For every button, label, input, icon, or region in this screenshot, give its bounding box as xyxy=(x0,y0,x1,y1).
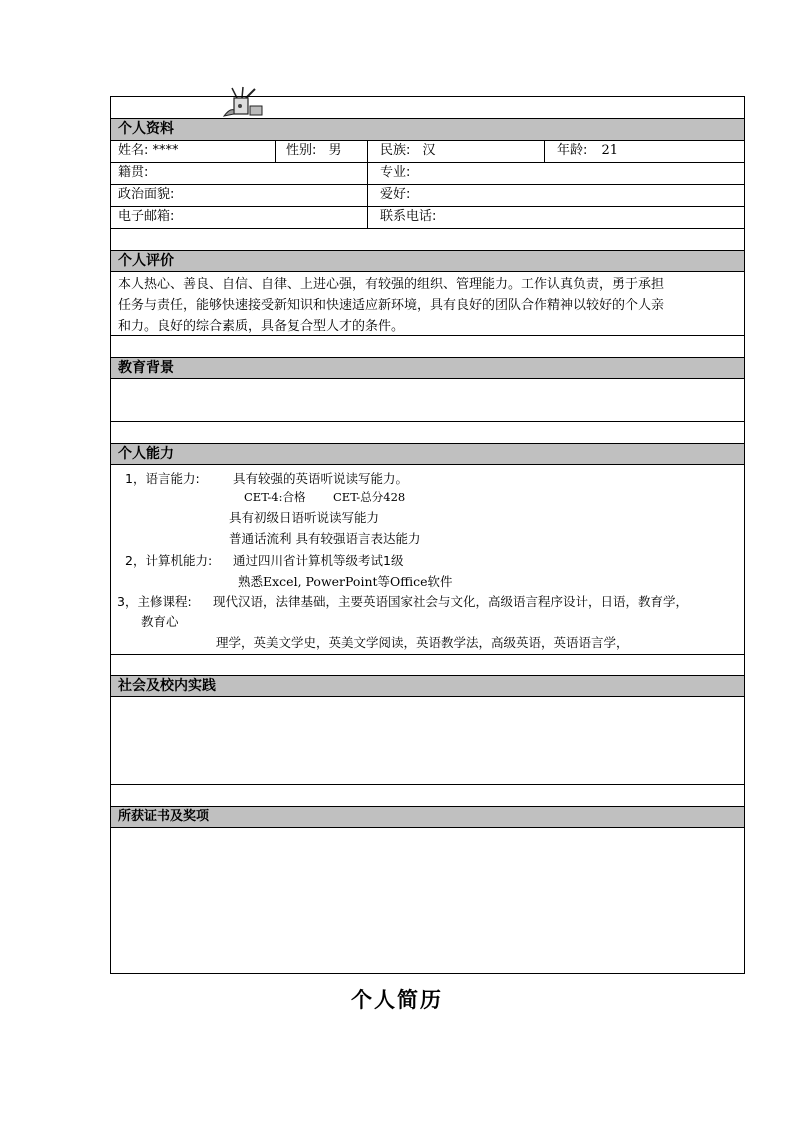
hometown-label: 籍贯: xyxy=(118,165,149,180)
language-ability-label: 1，语言能力: xyxy=(125,471,200,486)
blank-row xyxy=(111,336,744,358)
cet-total-score: CET-总分428 xyxy=(333,490,406,504)
computer-ability-label: 2，计算机能力: xyxy=(125,553,213,568)
name-cell xyxy=(111,141,275,162)
section-header-personal-info: 个人资料 xyxy=(111,119,744,141)
abilities-content xyxy=(111,465,744,655)
info-row-hometown xyxy=(111,163,744,185)
education-content xyxy=(111,379,744,422)
computer-ability-line: 熟悉Excel, PowerPoint等Office软件 xyxy=(238,574,453,589)
courses-line: 现代汉语，法律基础，主要英语国家社会与文化，高级语言程序设计，日语，教育学， xyxy=(213,594,689,609)
courses-line: 教育心 xyxy=(141,614,179,629)
blank-row xyxy=(111,422,744,444)
blank-row xyxy=(111,97,744,119)
section-header-self-evaluation: 个人评价 xyxy=(111,251,744,272)
info-row-contact xyxy=(111,207,744,229)
section-header-certificates: 所获证书及奖项 xyxy=(111,807,744,828)
cet4-result: CET-4:合格 xyxy=(244,490,306,504)
info-row-political xyxy=(111,185,744,207)
language-ability-line: 具有较强的英语听说读写能力。 xyxy=(233,471,409,486)
political-label: 政治面貌: xyxy=(118,187,175,202)
ethnicity-value: 汉 xyxy=(422,143,436,158)
major-label: 专业: xyxy=(367,163,744,184)
blank-row xyxy=(111,785,744,807)
age-cell xyxy=(544,141,744,162)
gender-label: 性别: xyxy=(286,143,317,158)
phone-label: 联系电话: xyxy=(367,207,744,228)
courses-line: 理学，英美文学史，英美文学阅读，英语教学法，高级英语，英语语言学， xyxy=(216,635,629,650)
age-value: 21 xyxy=(601,143,619,158)
ethnicity-cell xyxy=(367,141,544,162)
gender-value: 男 xyxy=(328,143,342,158)
section-header-education: 教育背景 xyxy=(111,358,744,379)
language-ability-line: 具有初级日语听说读写能力 xyxy=(229,510,380,525)
resume-table xyxy=(110,96,745,974)
gender-cell xyxy=(275,141,367,162)
evaluation-line: 和力。良好的综合素质，具备复合型人才的条件。 xyxy=(118,319,405,334)
age-label: 年龄: xyxy=(557,143,588,158)
language-ability-line: 普通话流利 具有较强语言表达能力 xyxy=(229,531,421,546)
computer-ability-line: 通过四川省计算机等级考试1级 xyxy=(233,553,404,568)
ethnicity-label: 民族: xyxy=(380,143,411,158)
evaluation-line: 本人热心、善良、自信、自律、上进心强，有较强的组织、管理能力。工作认真负责，勇于承担 xyxy=(118,277,665,292)
section-header-practice: 社会及校内实践 xyxy=(111,676,744,697)
self-evaluation-text xyxy=(111,272,744,336)
hobby-label: 爱好: xyxy=(367,185,744,206)
practice-content xyxy=(111,697,744,785)
blank-row xyxy=(111,655,744,676)
name-value: **** xyxy=(152,143,179,158)
blank-row xyxy=(111,229,744,251)
page-title: 个人简历 xyxy=(351,987,443,1012)
certificates-content xyxy=(111,828,744,973)
courses-label: 3，主修课程: xyxy=(117,594,192,609)
info-row-basic xyxy=(111,141,744,163)
email-label: 电子邮箱: xyxy=(118,209,175,224)
evaluation-line: 任务与责任，能够快速接受新知识和快速适应新环境，具有良好的团队合作精神以较好的个人亲 xyxy=(118,298,665,313)
name-label: 姓名: xyxy=(118,143,149,158)
section-header-abilities: 个人能力 xyxy=(111,444,744,465)
